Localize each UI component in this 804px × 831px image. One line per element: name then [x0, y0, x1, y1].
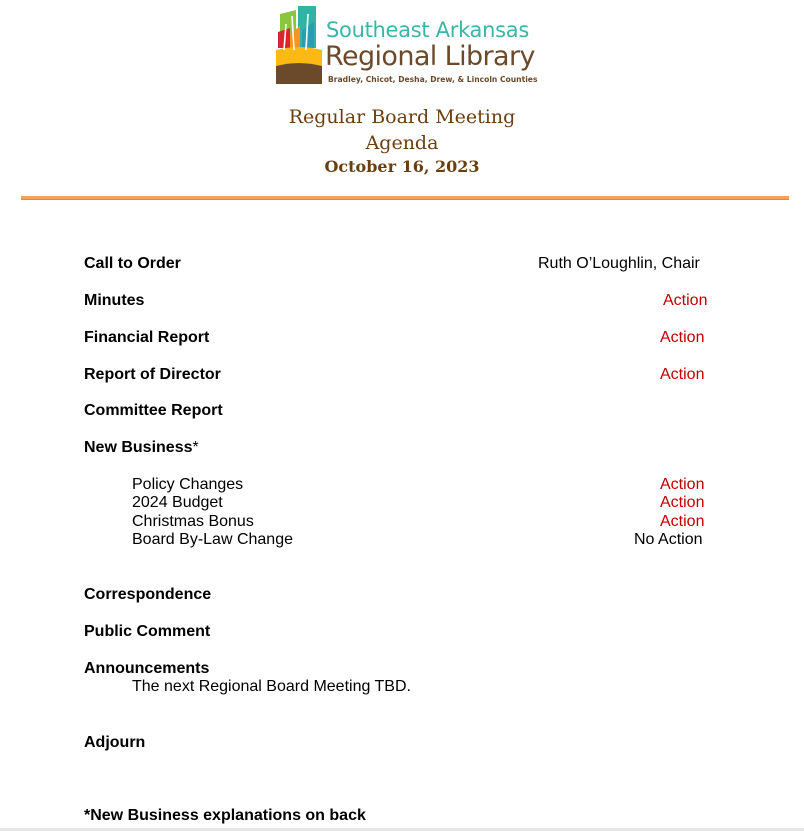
- call-to-order-chair: Ruth O’Loughlin, Chair: [538, 255, 700, 272]
- library-logo-mark-icon: [276, 4, 322, 86]
- agenda-correspondence: Correspondence: [84, 586, 212, 603]
- report-of-director-status: Action: [660, 366, 705, 383]
- new-business-marker: *: [192, 439, 199, 456]
- new-business-item: Christmas Bonus: [132, 513, 254, 530]
- header-divider: [21, 196, 789, 200]
- new-business-item: Board By-Law Change: [132, 531, 293, 548]
- minutes-status: Action: [663, 292, 708, 309]
- new-business-item-status: Action: [660, 513, 705, 530]
- meeting-subtitle: Agenda: [365, 132, 439, 154]
- agenda-financial-report: Financial Report: [84, 329, 210, 346]
- agenda-adjourn: Adjourn: [84, 734, 146, 751]
- new-business-footnote: *New Business explanations on back: [84, 807, 366, 824]
- new-business-label: New Business: [84, 439, 193, 456]
- agenda-minutes: Minutes: [84, 292, 145, 309]
- new-business-item-status: Action: [660, 476, 705, 493]
- library-logo: [276, 4, 538, 90]
- agenda-call-to-order: Call to Order: [84, 255, 181, 272]
- new-business-item-status: No Action: [634, 531, 703, 548]
- logo-text-counties: Bradley, Chicot, Desha, Drew, & Lincoln Counties: [328, 75, 538, 84]
- new-business-item: 2024 Budget: [132, 494, 223, 511]
- logo-text-line2: Regional Library: [325, 41, 535, 72]
- announcement-detail: The next Regional Board Meeting TBD.: [132, 678, 411, 695]
- agenda-new-business: [84, 439, 199, 457]
- logo-text-line1: Southeast Arkansas: [326, 18, 529, 42]
- agenda-report-of-director: Report of Director: [84, 366, 221, 383]
- agenda-public-comment: Public Comment: [84, 623, 211, 640]
- agenda-announcements: Announcements: [84, 660, 210, 677]
- new-business-item: Policy Changes: [132, 476, 244, 493]
- new-business-item-status: Action: [660, 494, 705, 511]
- meeting-title: Regular Board Meeting: [288, 106, 516, 128]
- meeting-date: October 16, 2023: [324, 157, 480, 176]
- financial-report-status: Action: [660, 329, 705, 346]
- agenda-committee-report: Committee Report: [84, 402, 223, 419]
